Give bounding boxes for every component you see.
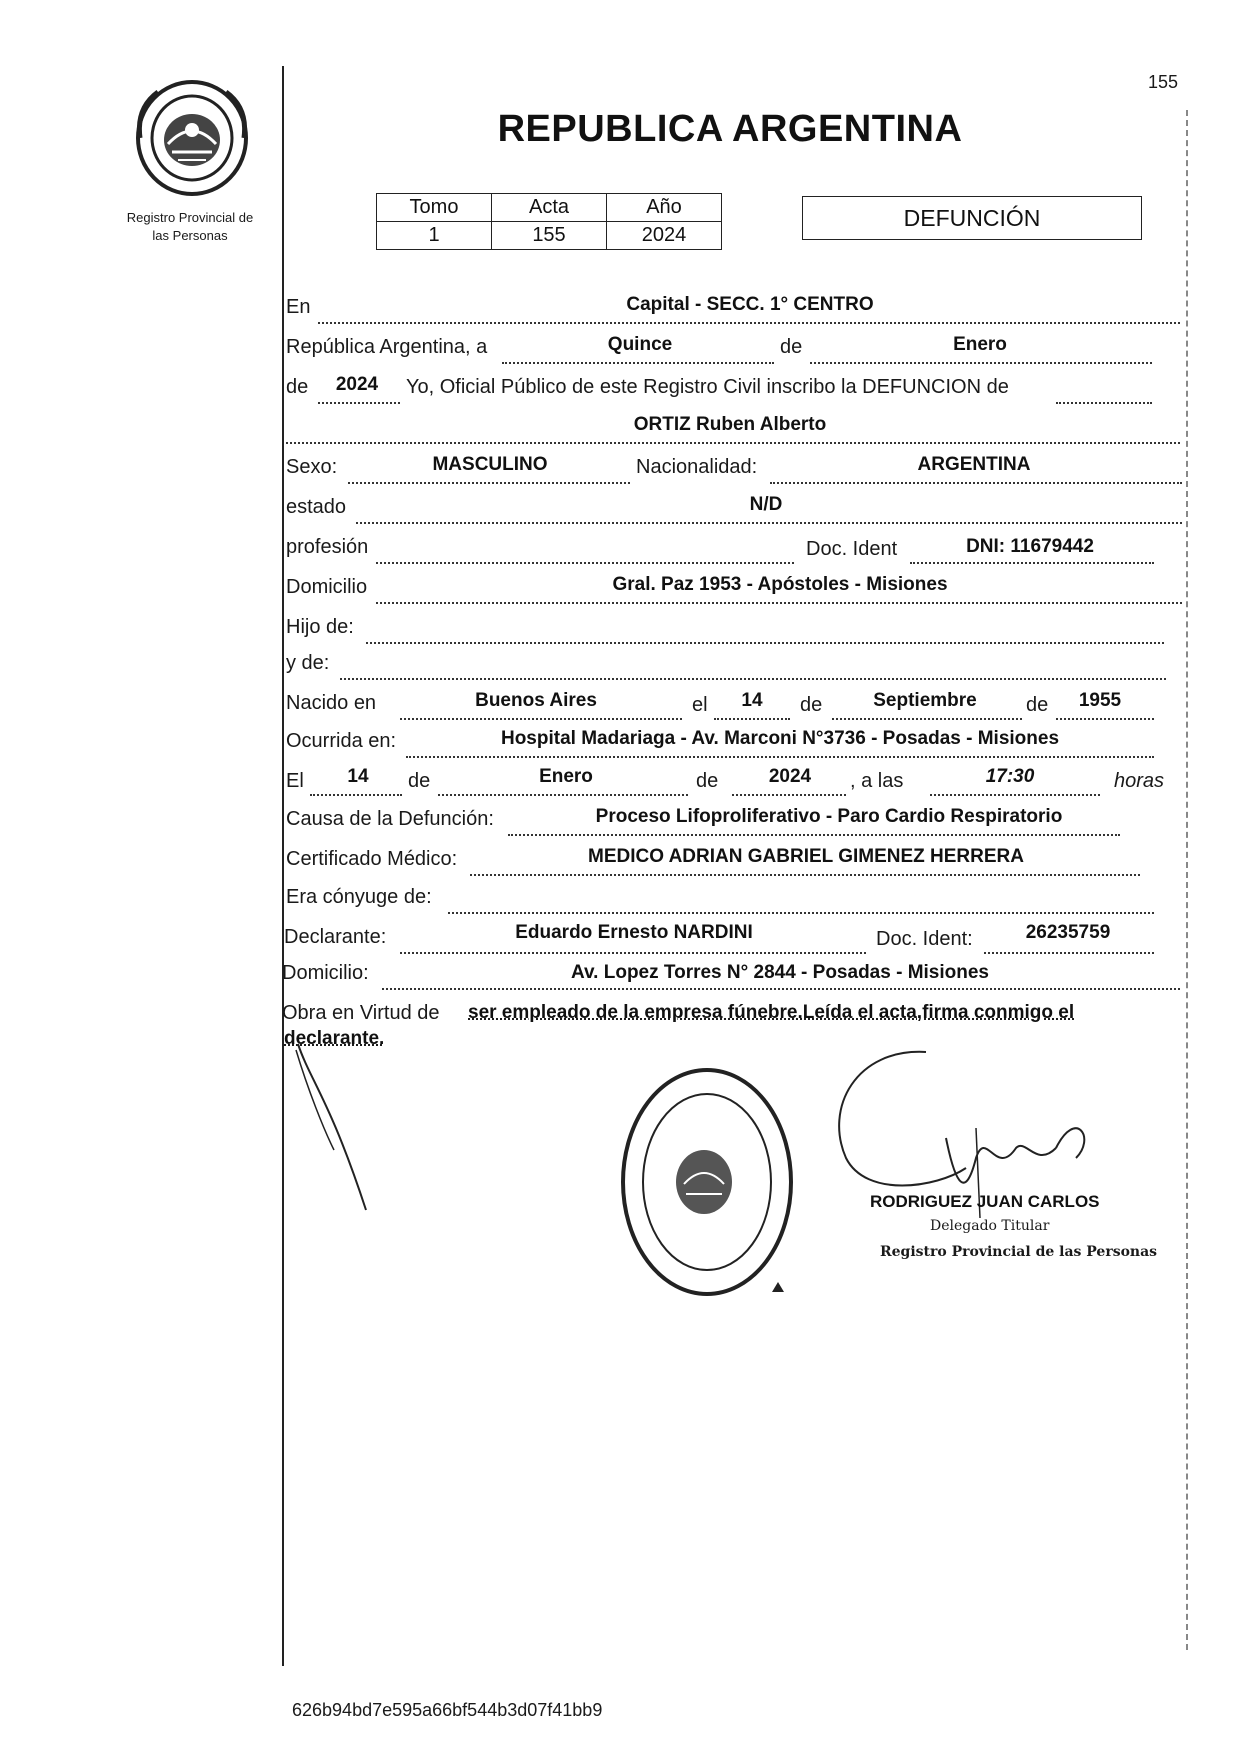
decl-dom-value: Av. Lopez Torres N° 2844 - Posadas - Misiones bbox=[571, 962, 989, 983]
causa-label: Causa de la Defunción: bbox=[286, 808, 494, 830]
decl-doc-value: 26235759 bbox=[1025, 922, 1111, 943]
declarante-value: Eduardo Ernesto NARDINI bbox=[515, 922, 753, 943]
dotted-line bbox=[310, 794, 402, 796]
nacido-label: Nacido en bbox=[286, 692, 377, 714]
signer-role: Delegado Titular bbox=[930, 1218, 1050, 1234]
record-table bbox=[376, 193, 722, 250]
page-number: 155 bbox=[1148, 72, 1179, 92]
nacionalidad-value: ARGENTINA bbox=[917, 454, 1031, 475]
birth-year: 1955 bbox=[1078, 690, 1122, 711]
yde-label: y de: bbox=[286, 652, 330, 674]
dotted-line bbox=[508, 834, 1120, 836]
obra-label: Obra en Virtud de bbox=[282, 1002, 440, 1024]
table-header: Acta bbox=[492, 194, 607, 222]
dotted-line bbox=[502, 362, 774, 364]
profesion-label: profesión bbox=[286, 536, 369, 558]
dotted-line bbox=[366, 642, 1164, 644]
dotted-line bbox=[448, 912, 1154, 914]
doc-ident-value: DNI: 11679442 bbox=[966, 536, 1094, 557]
obra-value-continued: declarante. bbox=[284, 1028, 385, 1049]
en-label: En bbox=[286, 296, 311, 318]
dotted-line bbox=[286, 442, 1180, 444]
birth-month: Septiembre bbox=[873, 690, 977, 711]
dotted-line bbox=[714, 718, 790, 720]
dotted-line bbox=[406, 756, 1154, 758]
record-type-label: DEFUNCIÓN bbox=[903, 205, 1041, 231]
registry-name-line1: Registro Provincial de bbox=[126, 210, 254, 225]
year-value: 2024 bbox=[335, 374, 379, 395]
death-de-label: de bbox=[408, 770, 431, 792]
dotted-line bbox=[810, 362, 1152, 364]
de-label: de bbox=[780, 336, 803, 358]
dotted-line bbox=[732, 794, 846, 796]
dotted-line bbox=[356, 522, 1182, 524]
dotted-line bbox=[318, 402, 400, 404]
de2-label: de bbox=[286, 376, 309, 398]
page-title: REPUBLICA ARGENTINA bbox=[497, 108, 963, 150]
dotted-line bbox=[376, 602, 1182, 604]
certificado-value: MEDICO ADRIAN GABRIEL GIMENEZ HERRERA bbox=[588, 846, 1024, 867]
dotted-line bbox=[984, 952, 1154, 954]
table-header: Año bbox=[607, 194, 722, 222]
day-word: Quince bbox=[607, 334, 673, 355]
birth-day: 14 bbox=[741, 690, 763, 711]
right-margin-rule bbox=[1186, 110, 1188, 1650]
dotted-line bbox=[400, 952, 866, 954]
birth-de2-label: de bbox=[1026, 694, 1049, 716]
dotted-line bbox=[400, 718, 682, 720]
nacionalidad-label: Nacionalidad: bbox=[636, 456, 758, 478]
en-value: Capital - SECC. 1° CENTRO bbox=[626, 294, 874, 315]
conyuge-label: Era cónyuge de: bbox=[286, 886, 432, 908]
month-value: Enero bbox=[953, 334, 1007, 355]
dotted-line bbox=[340, 678, 1166, 680]
dotted-line bbox=[1056, 718, 1154, 720]
record-type-box bbox=[802, 196, 1142, 240]
death-month: Enero bbox=[539, 766, 593, 787]
dotted-line bbox=[376, 562, 794, 564]
oficial-text: Yo, Oficial Público de este Registro Civil inscribo la DEFUNCION de bbox=[406, 376, 1009, 398]
birth-de-label: de bbox=[800, 694, 823, 716]
domicilio-value: Gral. Paz 1953 - Apóstoles - Misiones bbox=[612, 574, 948, 595]
official-stamp bbox=[612, 1062, 802, 1302]
horas-label: horas bbox=[1114, 770, 1165, 792]
nacido-value: Buenos Aires bbox=[475, 690, 597, 711]
dotted-line bbox=[318, 322, 1180, 324]
ocurrida-value: Hospital Madariaga - Av. Marconi N°3736 - Posadas - Misiones bbox=[500, 728, 1060, 749]
ocurrida-label: Ocurrida en: bbox=[286, 730, 397, 752]
table-cell: 2024 bbox=[607, 222, 722, 250]
deceased-name: ORTIZ Ruben Alberto bbox=[633, 414, 827, 435]
dotted-line bbox=[832, 718, 1022, 720]
decl-dom-label: Domicilio: bbox=[282, 962, 369, 984]
death-time: 17:30 bbox=[985, 766, 1035, 787]
table-header: Tomo bbox=[377, 194, 492, 222]
decl-doc-label: Doc. Ident: bbox=[876, 928, 973, 950]
death-de2-label: de bbox=[696, 770, 719, 792]
dotted-line bbox=[910, 562, 1154, 564]
estado-label: estado bbox=[286, 496, 347, 518]
declarante-label: Declarante: bbox=[284, 926, 387, 948]
dotted-line bbox=[930, 794, 1100, 796]
estado-value: N/D bbox=[749, 494, 783, 515]
dotted-line bbox=[438, 794, 688, 796]
certificado-label: Certificado Médico: bbox=[286, 848, 458, 870]
death-year: 2024 bbox=[768, 766, 812, 787]
signer-name: RODRIGUEZ JUAN CARLOS bbox=[870, 1192, 1100, 1211]
cancellation-stroke bbox=[290, 1040, 380, 1220]
sexo-label: Sexo: bbox=[286, 456, 338, 478]
alas-label: , a las bbox=[850, 770, 904, 792]
death-el-label: El bbox=[286, 770, 304, 792]
republica-label: República Argentina, a bbox=[286, 336, 488, 358]
dotted-line bbox=[470, 874, 1140, 876]
causa-value: Proceso Lifoproliferativo - Paro Cardio Respiratorio bbox=[595, 806, 1063, 827]
death-day: 14 bbox=[347, 766, 369, 787]
obra-value: ser empleado de la empresa fúnebre.Leída el acta,firma conmigo el bbox=[468, 1002, 1075, 1023]
document-hash: 626b94bd7e595a66bf544b3d07f41bb9 bbox=[292, 1700, 603, 1720]
registry-name-line2: las Personas bbox=[152, 228, 228, 243]
doc-ident-label: Doc. Ident bbox=[806, 538, 898, 560]
dotted-line bbox=[1056, 402, 1152, 404]
dotted-line bbox=[382, 988, 1180, 990]
hijo-label: Hijo de: bbox=[286, 616, 354, 638]
el-label: el bbox=[692, 694, 708, 716]
domicilio-label: Domicilio bbox=[286, 576, 368, 598]
table-cell: 1 bbox=[377, 222, 492, 250]
signer-office: Registro Provincial de las Personas bbox=[880, 1244, 1158, 1260]
provincial-seal-logo bbox=[132, 78, 252, 198]
sexo-value: MASCULINO bbox=[432, 454, 548, 475]
left-margin-rule bbox=[282, 66, 284, 1666]
dotted-line bbox=[770, 482, 1182, 484]
dotted-line bbox=[348, 482, 630, 484]
table-cell: 155 bbox=[492, 222, 607, 250]
